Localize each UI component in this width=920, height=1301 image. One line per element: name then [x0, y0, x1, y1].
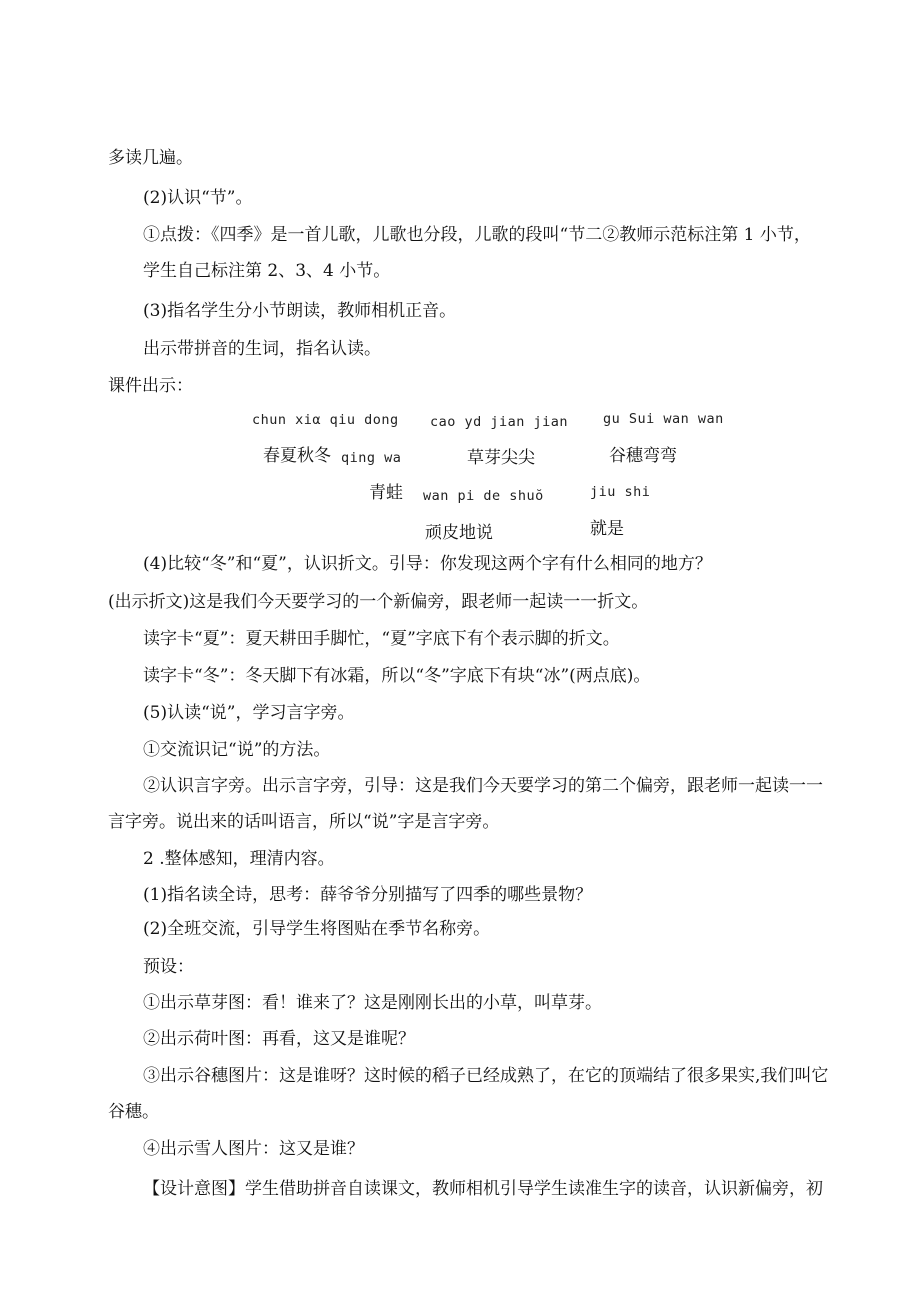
paragraph-line: 言字旁。说出来的话叫语言，所以“说”字是言字旁。	[108, 812, 500, 832]
section-heading: (5)认读“说”，学习言字旁。	[143, 703, 355, 723]
section-heading: 2 .整体感知，理清内容。	[143, 849, 335, 869]
vocab-pinyin: cao yd jian jian	[430, 414, 569, 430]
paragraph-line: 读字卡“冬”：冬天脚下有冰霜，所以“冬”字底下有块“冰”(两点底)。	[143, 666, 651, 686]
vocab-word: 顽皮地说	[425, 523, 493, 543]
paragraph-line: 预设：	[143, 957, 194, 977]
paragraph-line: ②认识言字旁。出示言字旁，引导：这是我们今天要学习的第二个偏旁，跟老师一起读一一	[143, 776, 823, 796]
vocab-word: 谷穗弯弯	[609, 446, 677, 466]
vocab-word: 青蛙	[369, 483, 403, 503]
vocab-pinyin: qing wa	[341, 450, 402, 466]
vocab-pinyin: jiu shi	[590, 484, 651, 500]
vocab-pinyin: chun xiα qiu dong	[252, 412, 399, 428]
paragraph-line: 谷穗。	[108, 1102, 159, 1122]
vocab-pinyin: gu Sui wan wan	[603, 411, 724, 427]
paragraph-line: (出示折文)这是我们今天要学习的一个新偏旁，跟老师一起读一一折文。	[108, 592, 649, 612]
vocab-word: 就是	[590, 519, 624, 539]
paragraph-line: ①出示草芽图：看！谁来了？这是刚刚长出的小草，叫草芽。	[143, 993, 602, 1013]
paragraph-line: 学生自己标注第 2、3、4 小节。	[143, 261, 391, 281]
paragraph-line: 【设计意图】学生借助拼音自读课文，教师相机引导学生读准生字的读音，认识新偏旁，初	[143, 1179, 823, 1199]
section-heading: (3)指名学生分小节朗读，教师相机正音。	[143, 301, 457, 321]
paragraph-line: 课件出示：	[108, 376, 193, 396]
paragraph-line: (1)指名读全诗，思考：薛爷爷分别描写了四季的哪些景物？	[143, 885, 593, 905]
paragraph-line: 多读几遍。	[108, 148, 193, 168]
paragraph-line: ③出示谷穗图片：这是谁呀？这时候的稻子已经成熟了，在它的顶端结了很多果实,我们叫它	[143, 1066, 829, 1086]
paragraph-line: ②出示荷叶图：再看，这又是谁呢？	[143, 1029, 415, 1049]
paragraph-line: 出示带拼音的生词，指名认读。	[143, 339, 381, 359]
paragraph-line: (2)全班交流，引导学生将图贴在季节名称旁。	[143, 919, 491, 939]
paragraph-line: ①点拨：《四季》是一首儿歌，儿歌也分段，儿歌的段叫“节二②教师示范标注第 1 小节，	[143, 225, 811, 245]
vocab-word: 春夏秋冬	[263, 446, 331, 466]
paragraph-line: 读字卡“夏”：夏天耕田手脚忙，“夏”字底下有个表示脚的折文。	[143, 629, 620, 649]
vocab-word: 草芽尖尖	[467, 448, 535, 468]
vocab-pinyin: wan pi de shuŏ	[423, 488, 544, 504]
section-heading: (2)认识“节”。	[143, 188, 253, 208]
paragraph-line: ①交流识记“说”的方法。	[143, 740, 331, 760]
paragraph-line: ④出示雪人图片：这又是谁？	[143, 1139, 364, 1159]
section-heading: (4)比较“冬”和“夏”，认识折文。引导：你发现这两个字有什么相同的地方？	[143, 554, 712, 574]
